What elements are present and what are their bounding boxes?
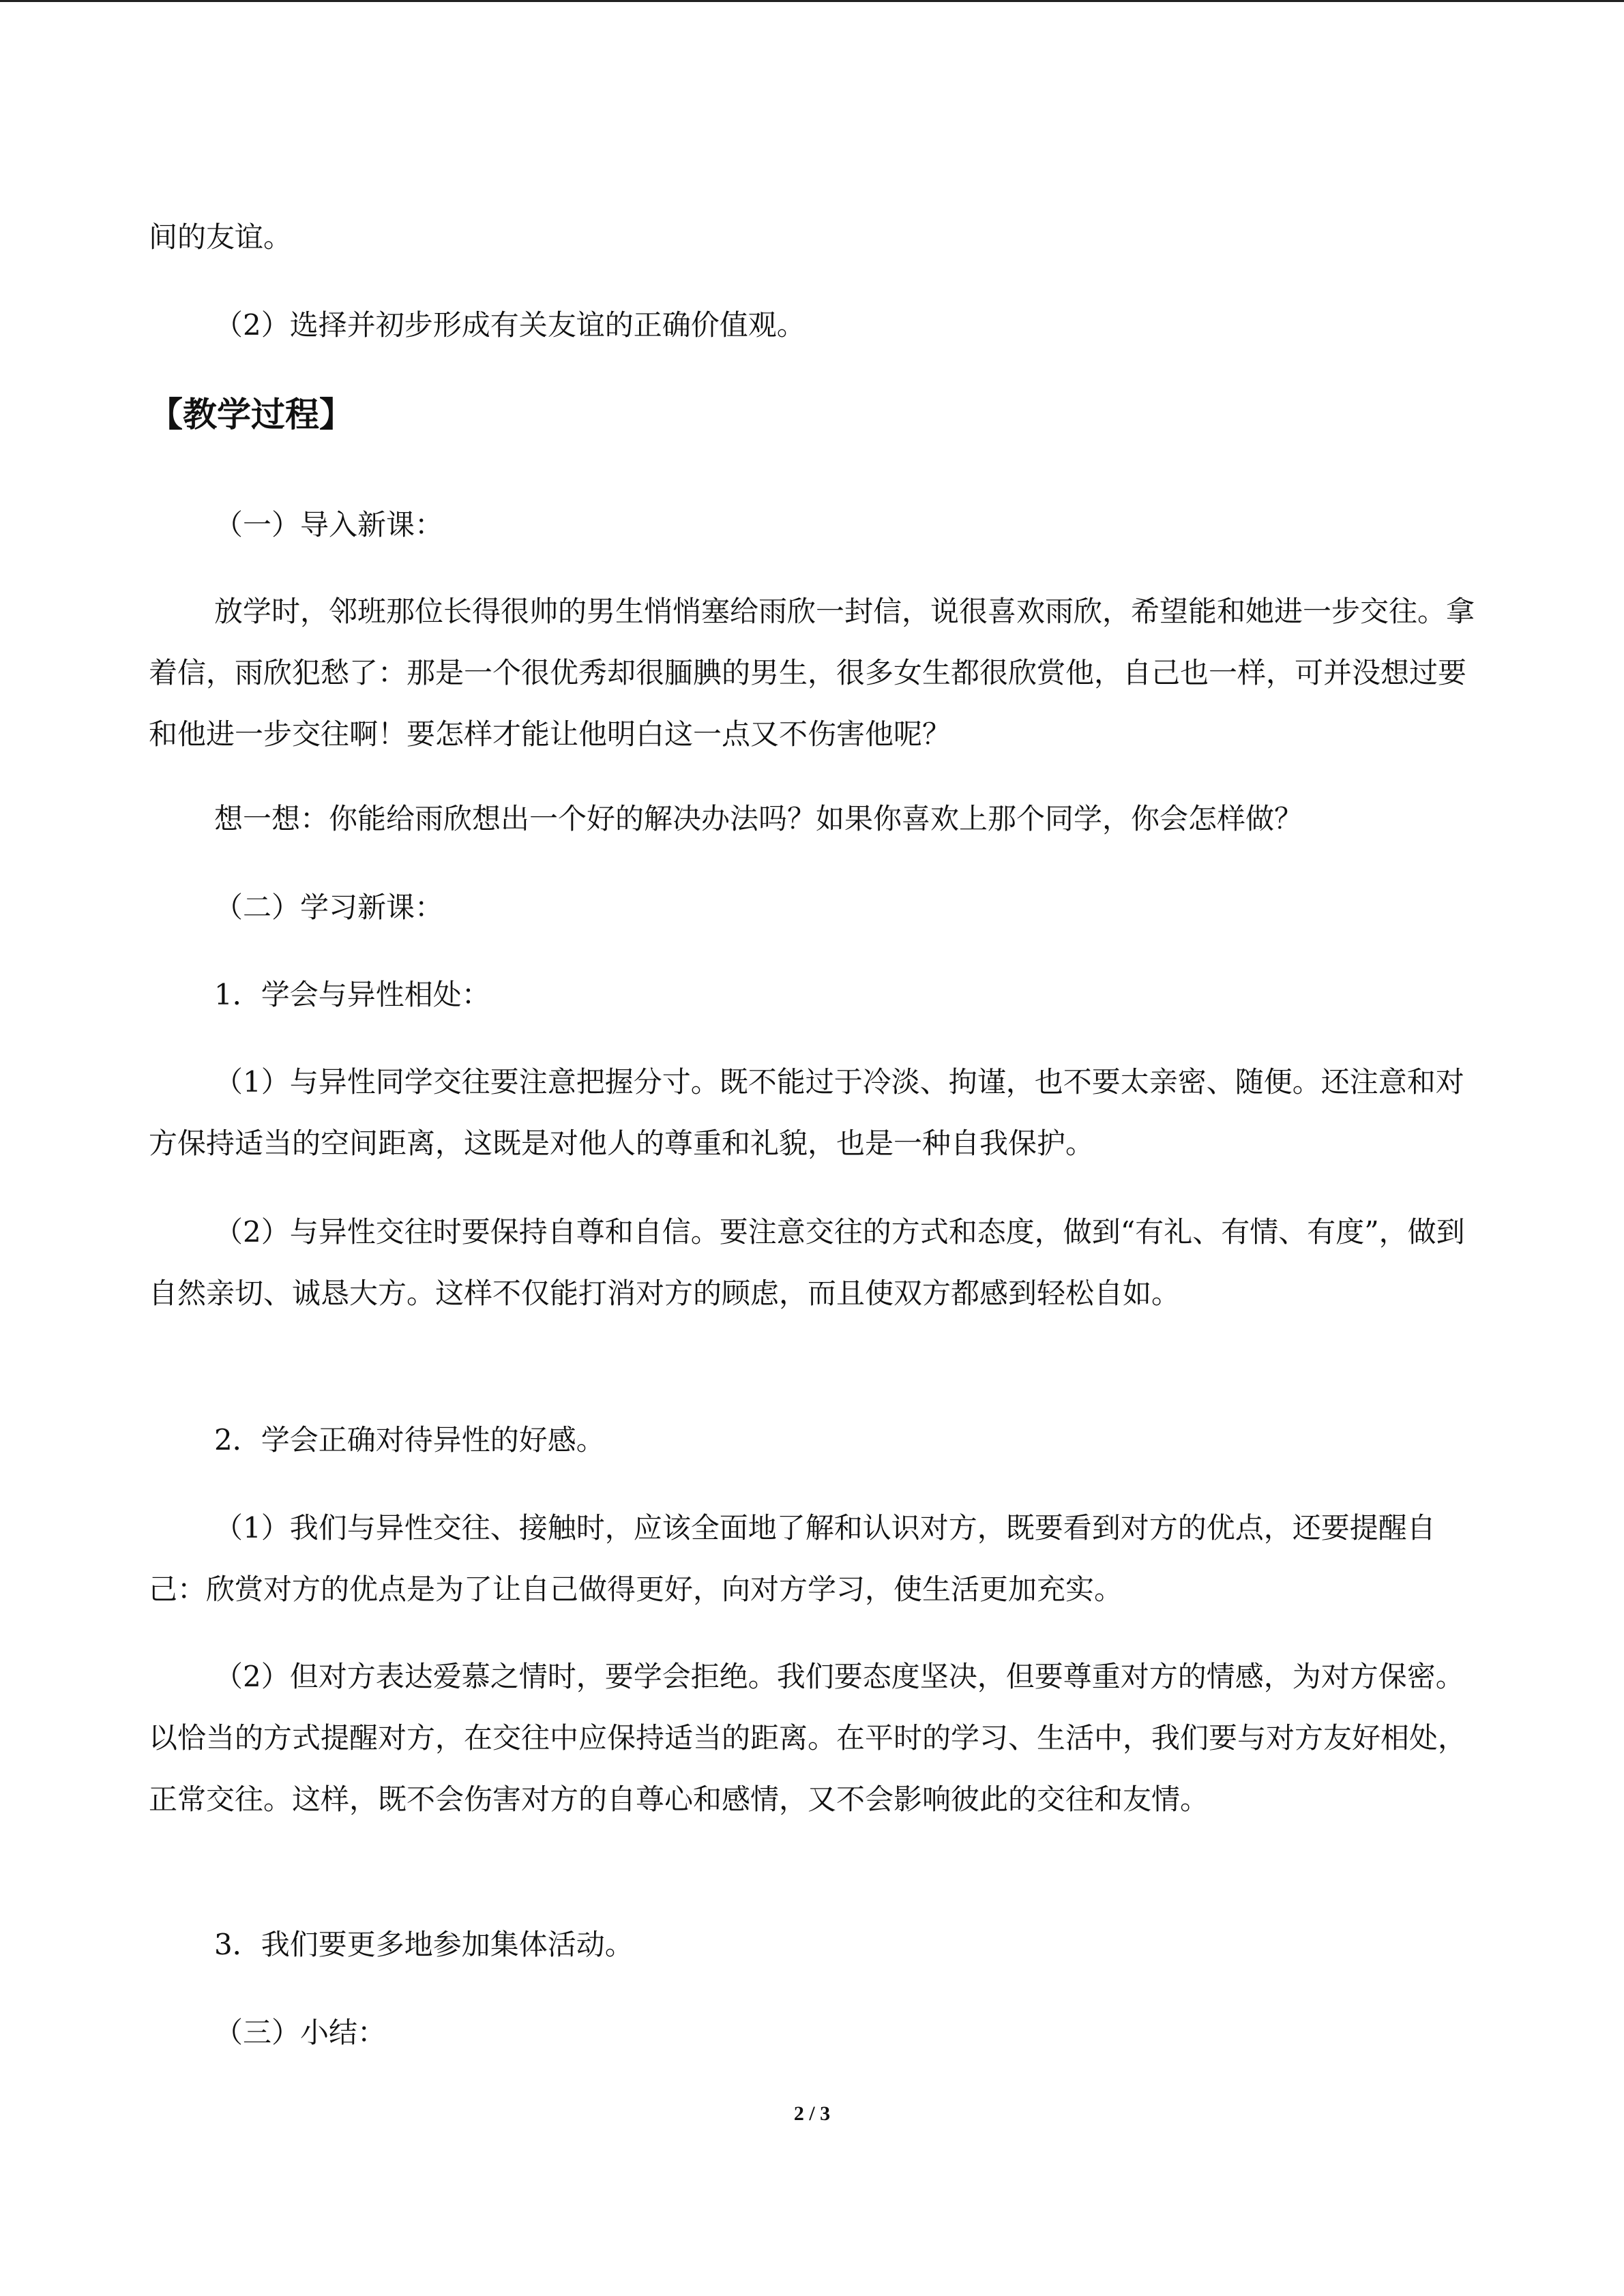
think-question-paragraph: 想一想：你能给雨欣想出一个好的解决办法吗？如果你喜欢上那个同学，你会怎样做？ [214, 802, 1303, 835]
point-1-item-1: （1）与异性同学交往要注意把握分寸。既不能过于冷淡、拘谨，也不要太亲密、随便。还注意和对方保持适当的空间距离，这既是对他人的尊重和礼貌，也是一种自我保护。 [149, 1065, 1464, 1160]
step-1-heading: （一）导入新课： [214, 508, 444, 541]
point-2-item-2: （2）但对方表达爱慕之情时，要学会拒绝。我们要态度坚决，但要尊重对方的情感，为对方保密。以恰当的方式提醒对方，在交往中应保持适当的距离。在平时的学习、生活中，我们要与对方友好相处，正常交往。这样，既不会伤害对方的自尊心和感情，又不会影响彼此的交往和友情。 [149, 1660, 1467, 1816]
step-2-heading: （二）学习新课： [214, 891, 444, 924]
point-1-heading: 1．学会与异性相处： [214, 978, 490, 1011]
paragraph-continued-text: 间的友谊。 [149, 220, 293, 254]
page-number: 2 / 3 [793, 2102, 831, 2125]
step-3-heading: （三）小结： [214, 2016, 387, 2049]
point-2-item-1: （1）我们与异性交往、接触时，应该全面地了解和认识对方，既要看到对方的优点，还要提醒自己：欣赏对方的优点是为了让自己做得更好，向对方学习，使生活更加充实。 [149, 1511, 1436, 1606]
point-3-heading: 3．我们要更多地参加集体活动。 [214, 1928, 634, 1961]
scenario-paragraph: 放学时，邻班那位长得很帅的男生悄悄塞给雨欣一封信，说很喜欢雨欣，希望能和她进一步交往。拿着信，雨欣犯愁了：那是一个很优秀却很腼腆的男生，很多女生都很欣赏他，自己也一样，可并没想过要和他进一步交往啊！要怎样才能让他明白这一点又不伤害他呢？ [149, 595, 1475, 751]
paragraph-objective-2: （2）选择并初步形成有关友谊的正确价值观。 [214, 308, 806, 342]
point-2-heading: 2．学会正确对待异性的好感。 [214, 1423, 605, 1457]
top-border-line [0, 0, 1624, 2]
point-1-item-2: （2）与异性交往时要保持自尊和自信。要注意交往的方式和态度，做到“有礼、有情、有度”，做到自然亲切、诚恳大方。这样不仅能打消对方的顾虑，而且使双方都感到轻松自如。 [149, 1215, 1465, 1310]
section-heading-teaching-process: 【教学过程】 [149, 395, 353, 434]
